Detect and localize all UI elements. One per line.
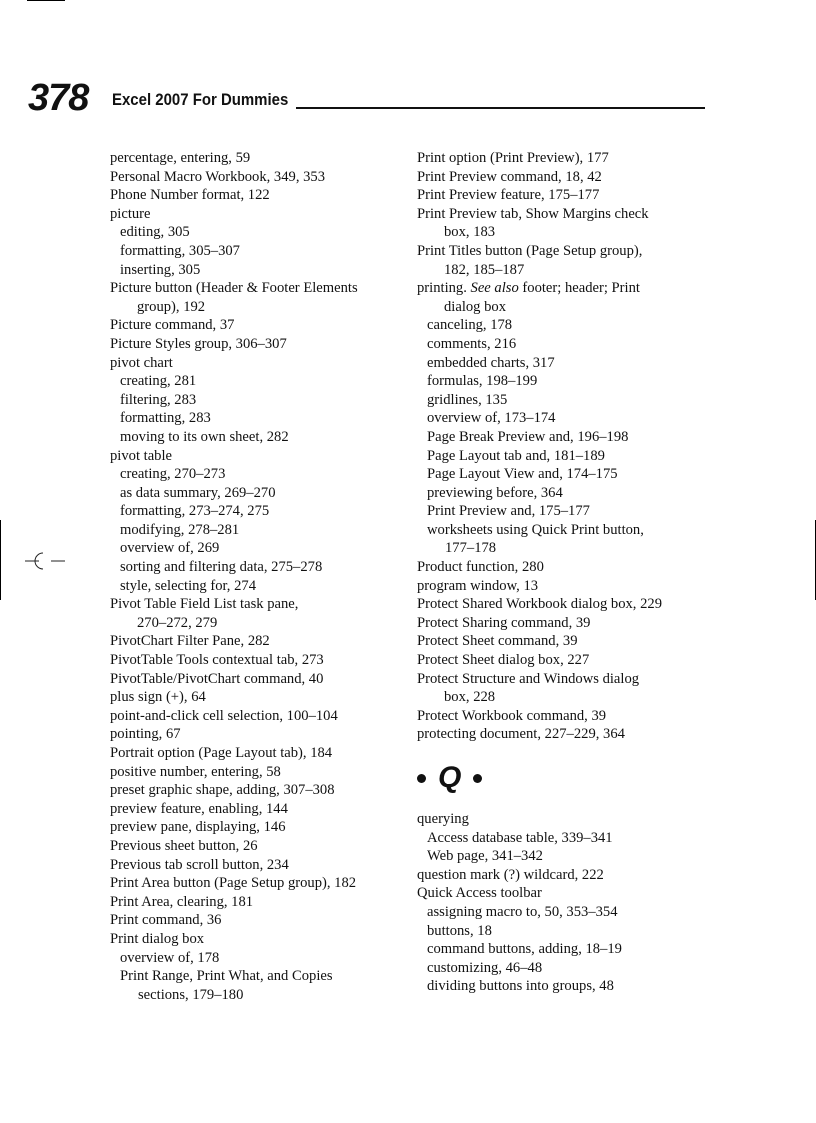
entry-continuation: dialog box bbox=[444, 298, 507, 315]
index-entry bbox=[417, 577, 717, 596]
index-entry bbox=[417, 595, 717, 614]
index-subentry bbox=[110, 372, 410, 391]
index-subentry bbox=[110, 409, 410, 428]
index-entry bbox=[417, 670, 717, 707]
index-entry bbox=[110, 911, 410, 930]
entry-text: Print Preview command, 18, 42 bbox=[417, 168, 602, 185]
entry-text: assigning macro to, 50, 353–354 bbox=[427, 903, 618, 920]
index-subentry bbox=[110, 391, 410, 410]
index-subentry bbox=[110, 949, 410, 968]
index-entry bbox=[110, 186, 410, 205]
index-entry bbox=[110, 837, 410, 856]
entry-text: Print Preview and, 175–177 bbox=[427, 503, 590, 520]
entry-text: program window, 13 bbox=[417, 577, 539, 594]
index-entry bbox=[110, 335, 410, 354]
entry-text: comments, 216 bbox=[427, 335, 517, 352]
entry-text: overview of, 269 bbox=[120, 540, 220, 557]
index-entry bbox=[417, 242, 717, 279]
entry-text: creating, 270–273 bbox=[120, 466, 226, 483]
bullet-icon bbox=[473, 774, 482, 783]
entry-continuation: sections, 179–180 bbox=[138, 986, 244, 1003]
index-entry bbox=[417, 186, 717, 205]
index-entry bbox=[110, 595, 410, 632]
entry-text: Picture command, 37 bbox=[110, 317, 235, 334]
entry-text: embedded charts, 317 bbox=[427, 354, 555, 371]
index-entry bbox=[110, 930, 410, 949]
entry-continuation: 270–272, 279 bbox=[137, 614, 218, 631]
entry-text: sorting and filtering data, 275–278 bbox=[120, 559, 323, 576]
index-subentry bbox=[417, 354, 717, 373]
index-subentry bbox=[110, 428, 410, 447]
index-subentry bbox=[417, 465, 717, 484]
index-entry bbox=[110, 354, 410, 373]
entry-text: plus sign (+), 64 bbox=[110, 689, 206, 706]
index-entry bbox=[110, 316, 410, 335]
entry-text: Protect Workbook command, 39 bbox=[417, 707, 607, 724]
see-also-text: See also bbox=[470, 280, 519, 297]
entry-text: Protect Structure and Windows dialog bbox=[417, 670, 640, 687]
index-subentry bbox=[110, 242, 410, 261]
header-rule bbox=[296, 107, 705, 109]
entry-text: querying bbox=[417, 811, 469, 827]
index-subentry bbox=[417, 521, 717, 558]
index-subentry bbox=[417, 447, 717, 466]
entry-text: PivotChart Filter Pane, 282 bbox=[110, 633, 270, 650]
index-entry bbox=[417, 168, 717, 187]
page-header bbox=[28, 78, 718, 118]
entry-text: Page Layout tab and, 181–189 bbox=[427, 447, 605, 464]
index-entry bbox=[417, 725, 717, 744]
index-subentry bbox=[417, 372, 717, 391]
entry-text: Protect Sheet command, 39 bbox=[417, 633, 578, 650]
book-title: Excel 2007 For Dummies bbox=[112, 90, 289, 109]
entry-text: Print Preview tab, Show Margins check bbox=[417, 205, 649, 222]
registration-mark-icon bbox=[25, 549, 65, 573]
entry-text: modifying, 278–281 bbox=[120, 521, 240, 538]
index-column-right bbox=[417, 149, 717, 996]
index-entry bbox=[110, 688, 410, 707]
entry-text: Print command, 36 bbox=[110, 912, 222, 929]
index-entry bbox=[110, 707, 410, 726]
entry-text: Quick Access toolbar bbox=[417, 885, 542, 902]
index-entry bbox=[110, 874, 410, 893]
index-subentry bbox=[110, 521, 410, 540]
index-entry bbox=[110, 744, 410, 763]
entry-text: previewing before, 364 bbox=[427, 484, 563, 501]
entry-text: Protect Sheet dialog box, 227 bbox=[417, 652, 590, 669]
entry-text: Protect Sharing command, 39 bbox=[417, 614, 591, 631]
index-entry bbox=[110, 632, 410, 651]
entry-text: formatting, 283 bbox=[120, 410, 211, 427]
entry-text: customizing, 46–48 bbox=[427, 959, 543, 976]
index-subentry bbox=[417, 847, 717, 866]
entry-text: Page Break Preview and, 196–198 bbox=[427, 428, 629, 445]
entry-text: gridlines, 135 bbox=[427, 391, 508, 408]
entry-text: formulas, 198–199 bbox=[427, 373, 538, 390]
entry-text: pointing, 67 bbox=[110, 726, 181, 743]
index-subentry bbox=[110, 539, 410, 558]
entry-text: formatting, 305–307 bbox=[120, 242, 240, 259]
entry-text: question mark (?) wildcard, 222 bbox=[417, 866, 604, 883]
entry-text: style, selecting for, 274 bbox=[120, 577, 256, 594]
entry-text: footer; header; Print bbox=[522, 280, 640, 297]
index-entry bbox=[110, 670, 410, 689]
index-entry bbox=[110, 149, 410, 168]
index-subentry bbox=[110, 577, 410, 596]
entry-text: Picture button (Header & Footer Elements bbox=[110, 280, 358, 297]
entry-text: pivot table bbox=[110, 447, 173, 464]
entry-text: Print option (Print Preview), 177 bbox=[417, 150, 609, 166]
entry-text: percentage, entering, 59 bbox=[110, 150, 251, 166]
entry-text: filtering, 283 bbox=[120, 391, 197, 408]
index-entry bbox=[110, 781, 410, 800]
entry-text: Print Range, Print What, and Copies bbox=[120, 968, 333, 985]
index-subentry bbox=[110, 484, 410, 503]
index-subentry bbox=[417, 316, 717, 335]
index-subentry bbox=[417, 829, 717, 848]
entry-text: inserting, 305 bbox=[120, 261, 201, 278]
entry-text: Print Titles button (Page Setup group), bbox=[417, 242, 643, 259]
entry-text: buttons, 18 bbox=[427, 922, 492, 939]
entry-text: canceling, 178 bbox=[427, 317, 513, 334]
index-subentry bbox=[417, 391, 717, 410]
bullet-icon bbox=[417, 774, 426, 783]
index-subentry bbox=[417, 502, 717, 521]
index-entry bbox=[110, 856, 410, 875]
entry-continuation: group), 192 bbox=[137, 298, 206, 315]
entry-text: Personal Macro Workbook, 349, 353 bbox=[110, 168, 326, 185]
entry-text: preview pane, displaying, 146 bbox=[110, 819, 286, 836]
index-entry bbox=[417, 614, 717, 633]
entry-text: as data summary, 269–270 bbox=[120, 484, 276, 501]
index-entry bbox=[110, 893, 410, 912]
entry-continuation: 182, 185–187 bbox=[444, 261, 525, 278]
entry-text: overview of, 178 bbox=[120, 949, 220, 966]
entry-text: Picture Styles group, 306–307 bbox=[110, 335, 287, 352]
index-subentry bbox=[110, 223, 410, 242]
entry-text: preset graphic shape, adding, 307–308 bbox=[110, 782, 335, 799]
index-entry bbox=[417, 205, 717, 242]
index-entry bbox=[110, 651, 410, 670]
section-letter: Q bbox=[438, 761, 462, 794]
index-subentry bbox=[417, 484, 717, 503]
index-group-printing-subentries bbox=[417, 316, 717, 744]
index-entry bbox=[110, 205, 410, 224]
entry-text: printing. bbox=[417, 280, 467, 297]
entry-text: worksheets using Quick Print button, bbox=[427, 521, 644, 538]
entry-text: protecting document, 227–229, 364 bbox=[417, 726, 625, 743]
index-entry bbox=[110, 763, 410, 782]
index-subentry bbox=[417, 428, 717, 447]
entry-text: Phone Number format, 122 bbox=[110, 187, 270, 204]
entry-continuation: box, 183 bbox=[444, 224, 496, 241]
entry-text: Web page, 341–342 bbox=[427, 848, 543, 865]
index-entry bbox=[110, 800, 410, 819]
entry-text: PivotTable Tools contextual tab, 273 bbox=[110, 652, 324, 669]
page-number: 378 bbox=[28, 77, 89, 119]
index-entry bbox=[417, 632, 717, 651]
entry-text: Print dialog box bbox=[110, 930, 205, 947]
entry-text: picture bbox=[110, 205, 151, 222]
entry-text: Previous tab scroll button, 234 bbox=[110, 856, 289, 873]
entry-text: PivotTable/PivotChart command, 40 bbox=[110, 670, 324, 687]
index-subentry bbox=[110, 558, 410, 577]
entry-text: Product function, 280 bbox=[417, 559, 544, 576]
entry-text: creating, 281 bbox=[120, 373, 197, 390]
section-heading-q bbox=[417, 756, 717, 800]
index-entry bbox=[417, 810, 717, 829]
entry-text: point-and-click cell selection, 100–104 bbox=[110, 707, 338, 724]
index-subentry bbox=[110, 261, 410, 280]
entry-text: Portrait option (Page Layout tab), 184 bbox=[110, 745, 333, 761]
entry-text: Page Layout View and, 174–175 bbox=[427, 466, 618, 483]
entry-text: editing, 305 bbox=[120, 224, 190, 241]
index-entry bbox=[110, 168, 410, 187]
index-entry bbox=[417, 558, 717, 577]
entry-text: preview feature, enabling, 144 bbox=[110, 800, 288, 817]
index-subentry bbox=[417, 940, 717, 959]
entry-text: Pivot Table Field List task pane, bbox=[110, 596, 299, 613]
entry-continuation: 177–178 bbox=[445, 540, 497, 557]
index-column-left bbox=[110, 149, 410, 1004]
index-group-print bbox=[417, 149, 717, 279]
entry-text: Previous sheet button, 26 bbox=[110, 837, 258, 854]
index-subentry bbox=[110, 465, 410, 484]
entry-text: Access database table, 339–341 bbox=[427, 829, 613, 846]
index-entry bbox=[110, 279, 410, 316]
entry-text: moving to its own sheet, 282 bbox=[120, 428, 289, 445]
entry-text: positive number, entering, 58 bbox=[110, 763, 281, 780]
entry-text: Print Preview feature, 175–177 bbox=[417, 187, 600, 204]
crop-mark-top bbox=[27, 0, 65, 1]
index-subentry bbox=[417, 922, 717, 941]
entry-text: overview of, 173–174 bbox=[427, 410, 556, 427]
index-subentry bbox=[110, 967, 410, 1004]
entry-text: pivot chart bbox=[110, 354, 173, 371]
index-subentry bbox=[417, 959, 717, 978]
index-subentry bbox=[417, 977, 717, 996]
margin-rule-left bbox=[0, 520, 1, 600]
entry-text: Protect Shared Workbook dialog box, 229 bbox=[417, 596, 662, 613]
index-subentry bbox=[417, 903, 717, 922]
index-subentry bbox=[417, 335, 717, 354]
index-entry bbox=[110, 447, 410, 466]
index-entry bbox=[417, 884, 717, 903]
index-entry bbox=[417, 866, 717, 885]
index-entry-printing bbox=[417, 279, 717, 316]
entry-text: Print Area, clearing, 181 bbox=[110, 893, 254, 910]
entry-text: dividing buttons into groups, 48 bbox=[427, 978, 614, 995]
index-entry bbox=[417, 149, 717, 168]
index-entry bbox=[110, 818, 410, 837]
index-entry bbox=[417, 651, 717, 670]
index-entry bbox=[417, 707, 717, 726]
index-group-q bbox=[417, 810, 717, 996]
index-subentry bbox=[110, 502, 410, 521]
entry-text: command buttons, adding, 18–19 bbox=[427, 941, 622, 958]
entry-text: formatting, 273–274, 275 bbox=[120, 503, 270, 520]
entry-continuation: box, 228 bbox=[444, 689, 496, 706]
entry-text: Print Area button (Page Setup group), 182 bbox=[110, 875, 357, 892]
index-entry bbox=[110, 725, 410, 744]
index-subentry bbox=[417, 409, 717, 428]
